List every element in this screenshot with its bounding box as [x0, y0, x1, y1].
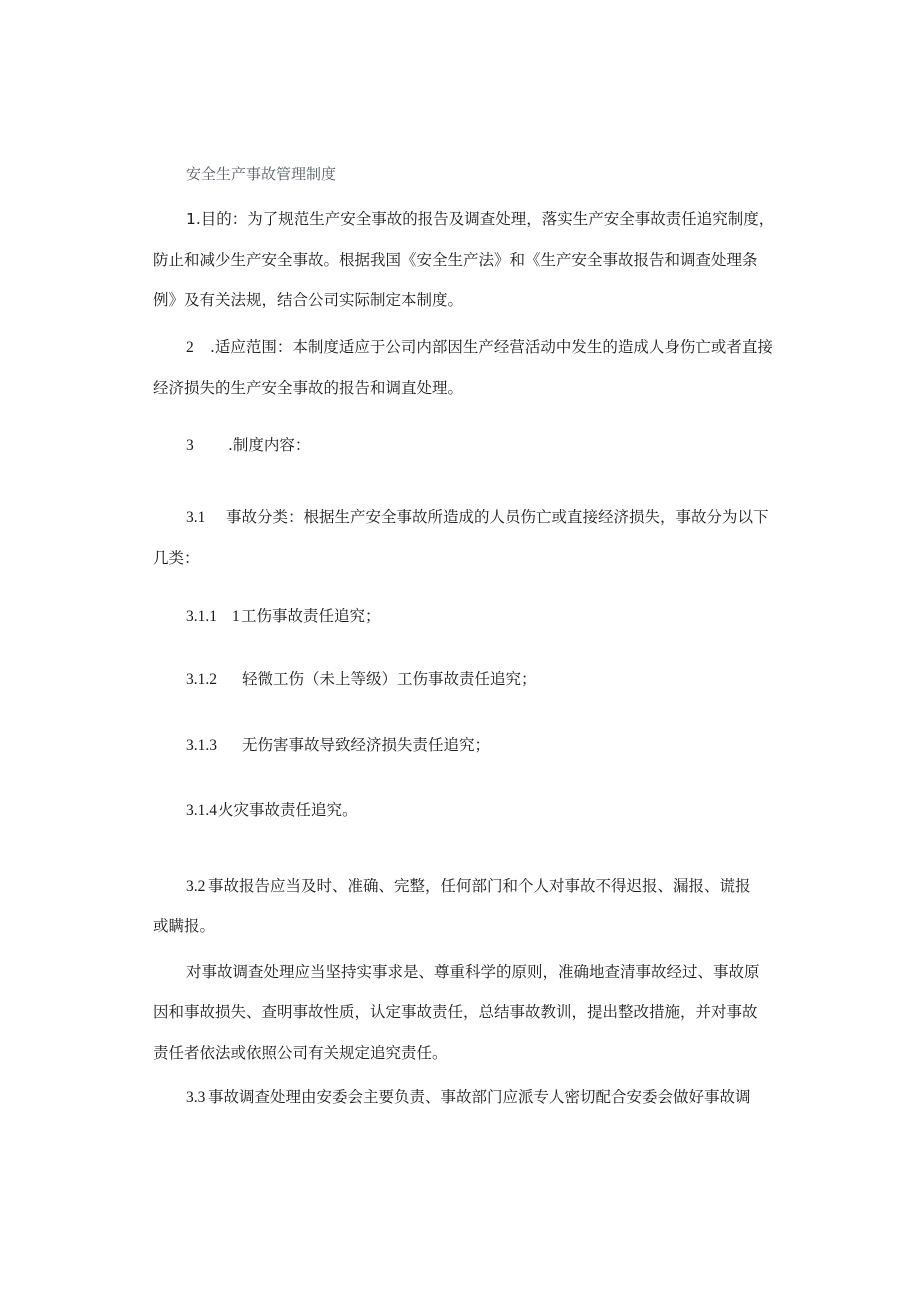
section-3-1-line-1: 事故分类：根据生产安全事故所造成的人员伤亡或直接经济损失，事故分为以下 — [226, 508, 769, 526]
section-number: 3.1.1 — [186, 608, 217, 625]
section-3-1-1-text: 工伤事故责任追究； — [241, 607, 381, 625]
paragraph-purpose-line-1: 1.目的：为了规范生产安全事故的报告及调查处理，落实生产安全事故责任追究制度， — [186, 210, 775, 228]
section-3-1-2 — [186, 669, 537, 690]
paragraph-scope-line-2: 经济损失的生产安全事故的报告和调直处理。 — [153, 379, 464, 397]
section-3-1-line-2: 几类： — [153, 549, 200, 567]
section-3-1-3 — [186, 735, 490, 756]
section-number: 3 — [186, 437, 194, 454]
section-number: 3.1 — [186, 509, 206, 526]
section-number: 3.1.2 — [186, 671, 217, 688]
section-3-1-4-text: 火灾事故责任追究。 — [218, 801, 358, 819]
paragraph-investigation-line-1: 对事故调查处理应当坚持实事求是、尊重科学的原则，准确地查清事故经过、事故原 — [186, 963, 760, 981]
paragraph-purpose-line-2: 防止和减少生产安全事故。根据我国《安全生产法》和《生产安全事故报告和调查处理条 — [153, 251, 758, 269]
section-3-1-2-text: 轻微工伤（未上等级）工伤事故责任追究； — [242, 670, 537, 688]
section-3-1-4 — [186, 800, 358, 821]
section-number: 3.1.3 — [186, 737, 217, 754]
section-3-2 — [186, 876, 751, 897]
paragraph-scope — [186, 337, 773, 358]
section-3-1 — [186, 507, 769, 528]
paragraph-scope-line-1: .适应范围：本制度适应于公司内部因生产经营活动中发生的造成人身伤亡或者直接 — [210, 338, 773, 356]
section-3-1-1 — [186, 606, 381, 627]
section-number: 3.3 — [186, 1089, 206, 1106]
subsection-number: 1 — [232, 608, 240, 625]
contents-heading-text: .制度内容： — [228, 436, 311, 454]
section-number: 3.2 — [186, 878, 206, 895]
section-number: 3.1.4 — [186, 802, 217, 819]
document-title: 安全生产事故管理制度 — [186, 165, 337, 183]
section-3-3-line-1: 事故调查处理由安委会主要负责、事故部门应派专人密切配合安委会做好事故调 — [208, 1088, 751, 1106]
section-3-3 — [186, 1087, 751, 1108]
section-3-1-3-text: 无伤害事故导致经济损失责任追究； — [242, 736, 491, 754]
paragraph-purpose-line-3: 例》及有关法规，结合公司实际制定本制度。 — [153, 291, 464, 309]
paragraph-investigation-line-3: 责任者依法或依照公司有关规定追究责任。 — [153, 1044, 448, 1062]
paragraph-contents-heading — [186, 435, 310, 456]
section-3-2-line-2: 或瞒报。 — [153, 917, 216, 935]
paragraph-investigation-line-2: 因和事故损失、查明事故性质，认定事故责任，总结事故教训，提出整改措施，并对事故 — [153, 1003, 758, 1021]
section-number: 2 — [186, 339, 194, 356]
section-3-2-line-1: 事故报告应当及时、准确、完整，任何部门和个人对事故不得迟报、漏报、谎报 — [208, 877, 751, 895]
